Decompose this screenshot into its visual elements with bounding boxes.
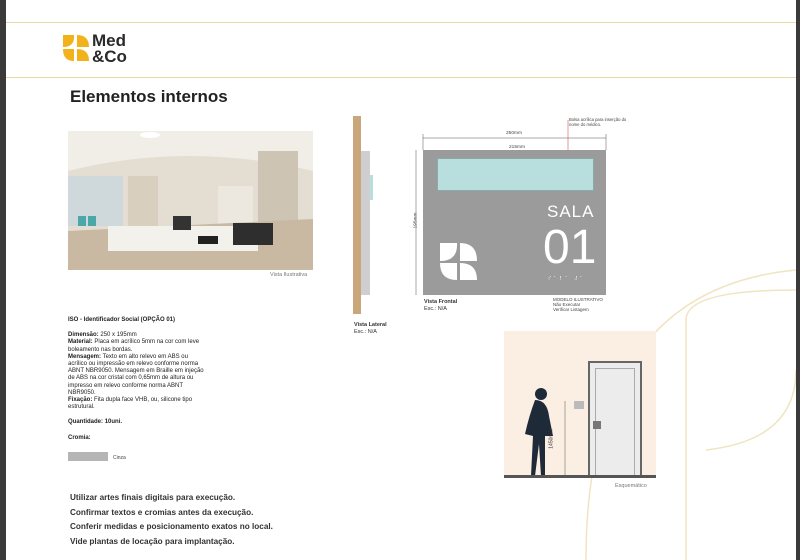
- front-view-scale: Esc.: N/A: [424, 305, 447, 312]
- color-swatch-name: Cinza: [113, 455, 126, 461]
- door-handle-icon: [593, 421, 601, 429]
- brand-name: [92, 33, 127, 65]
- document-page: [6, 0, 796, 560]
- side-view-label: [354, 322, 387, 335]
- spec-heading: ISO - Identificador Social (OPÇÃO 01): [68, 317, 176, 323]
- name-window: [437, 158, 594, 191]
- spec-dimensao-label: Dimensão:: [68, 332, 99, 339]
- side-view-title: Vista Lateral: [354, 322, 387, 328]
- spec-fixacao-value: Fita dupla face VHB, ou, silicone tipo estrutural.: [68, 397, 193, 411]
- photo-caption: Vista Ilustrativa: [270, 272, 308, 278]
- schematic-caption: Esquemático: [615, 483, 647, 489]
- sign-plate: [423, 150, 606, 295]
- sign-logo-icon: [439, 242, 479, 282]
- model-note-3: Verificar Listagem: [553, 307, 589, 313]
- side-view-wall: [353, 116, 361, 314]
- model-note-1: MODELO ILUSTRATIVO: [553, 297, 603, 302]
- spec-mensagem-value: Texto em alto relevo em ABS ou acrílico ou impressão em relevo conforme norma ABNT NBR9050. Mensagem em Braille em injeção de ABS na cor cristal com 0,65mm de altura ou impresso em relevo conforme norma ABNT NBR9050.: [68, 353, 204, 396]
- interior-illustration: [68, 131, 313, 270]
- window-note: Bolsa acrílica para inserção do nome do médico.: [569, 117, 627, 127]
- spec-cromia-label: Cromia:: [68, 434, 91, 441]
- color-swatch: [68, 452, 108, 461]
- model-note: [553, 297, 603, 313]
- side-view-pocket: [370, 175, 373, 200]
- spec-quantidade: [68, 419, 208, 426]
- top-rule: [6, 22, 796, 23]
- sign-number: 01: [543, 221, 597, 274]
- front-view-title: Vista Frontal: [424, 299, 458, 305]
- spec-dimensao: [68, 332, 208, 339]
- dim-height: 195mm: [413, 212, 419, 229]
- spec-material-value: Placa em acrílico 5mm na cor com leve boleamento nas bordas.: [68, 339, 200, 353]
- header-rule: [6, 77, 796, 78]
- sign-word: SALA: [547, 202, 595, 221]
- schematic-frame: [504, 331, 656, 478]
- dim-width: 250mm: [506, 131, 522, 136]
- spec-mensagem: [68, 354, 208, 397]
- spec-dimensao-value: 250 x 195mm: [100, 332, 137, 339]
- model-note-2: Não Executar: [553, 302, 581, 308]
- note-item: Confirmar textos e cromias antes da execução.: [70, 507, 254, 517]
- note-item: Conferir medidas e posicionamento exatos no local.: [70, 522, 273, 532]
- spec-quantidade-value: 10uni.: [104, 419, 123, 426]
- execution-notes: [70, 491, 273, 549]
- illustrative-photo: [68, 131, 313, 270]
- height-dimension-line: [560, 401, 570, 478]
- spec-material: [68, 339, 208, 353]
- spec-fixacao-label: Fixação:: [68, 397, 93, 404]
- spec-block: [68, 317, 208, 442]
- spec-fixacao: [68, 397, 208, 411]
- dim-inner: 215mm: [509, 145, 525, 150]
- floor-line: [504, 475, 656, 478]
- spec-quantidade-label: Quantidade:: [68, 419, 104, 426]
- side-view-scale: Esc.: N/A: [354, 328, 377, 335]
- brand-logo-icon: [62, 33, 90, 63]
- spec-material-label: Material:: [68, 339, 93, 346]
- schematic-sign: [574, 401, 584, 409]
- brand-name-line2: &Co: [92, 47, 127, 66]
- side-view-plate: [361, 151, 370, 295]
- braille-dots-icon: ⠎⠁⠇⠁ ⠼⠁: [548, 276, 586, 282]
- door-panel: [595, 368, 635, 478]
- spec-mensagem-label: Mensagem:: [68, 353, 102, 360]
- brand-name-line1: Med: [92, 31, 126, 50]
- note-item: Vide plantas de locação para implantação.: [70, 536, 235, 546]
- note-item: Utilizar artes finais digitais para execução.: [70, 493, 236, 502]
- height-dimension: 1450mm: [548, 429, 555, 449]
- page-title: Elementos internos: [70, 87, 228, 106]
- front-view-label: [424, 299, 457, 312]
- door: [588, 361, 642, 478]
